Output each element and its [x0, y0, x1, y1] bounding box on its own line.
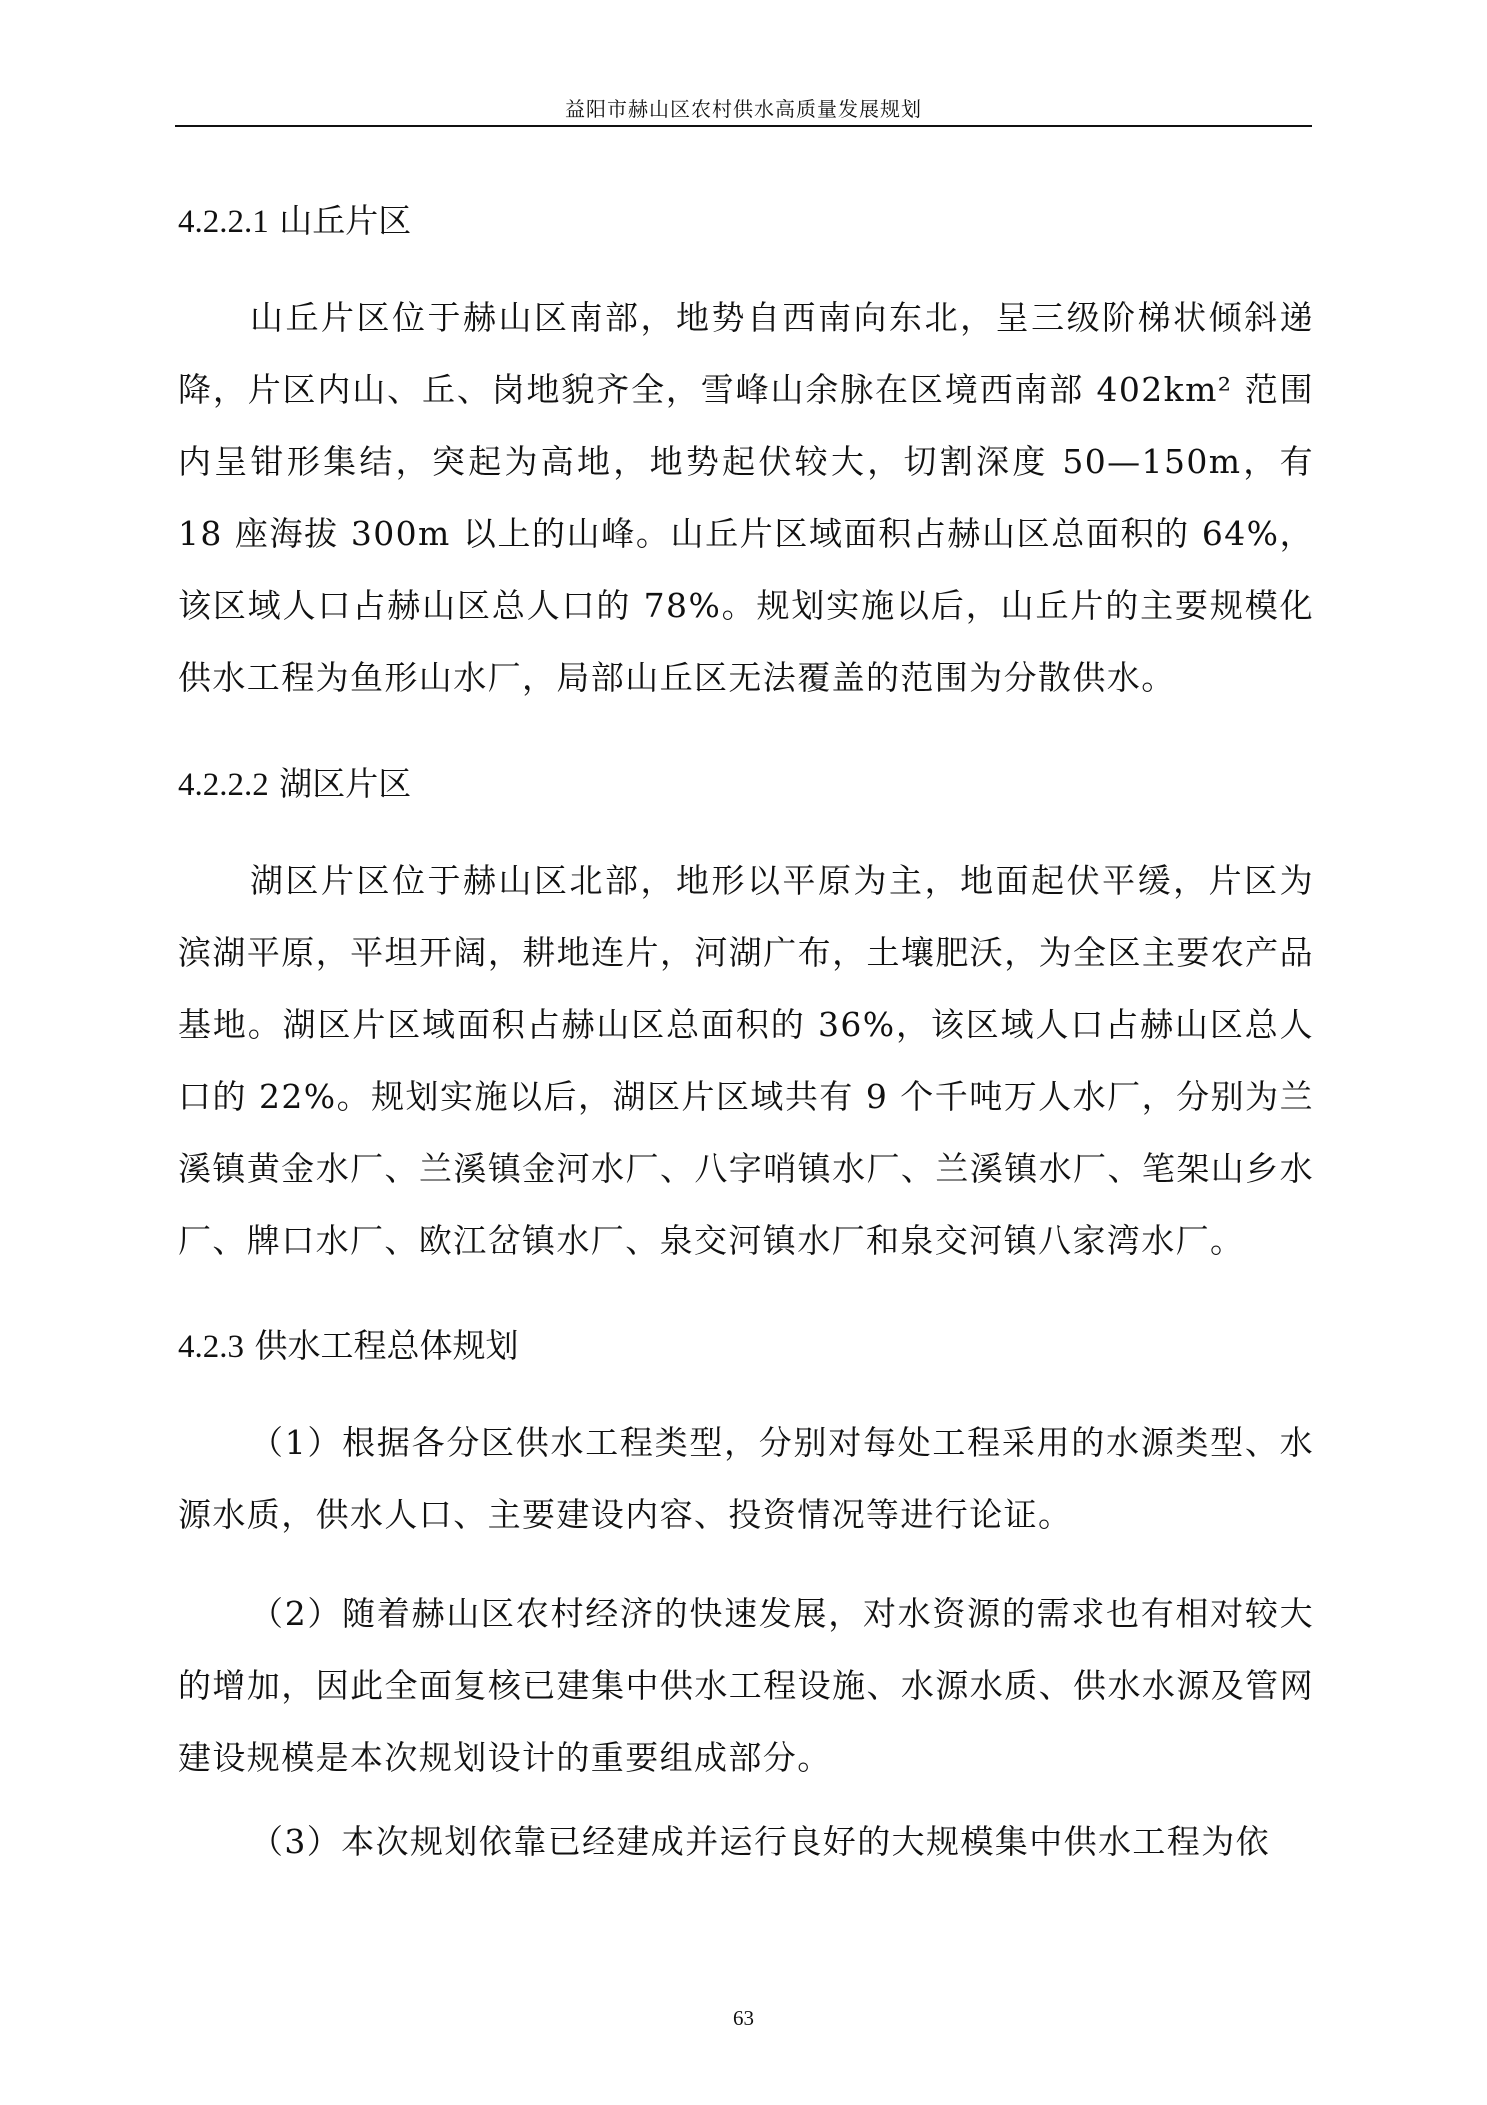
list-item-3: （3）本次规划依靠已经建成并运行良好的大规模集中供水工程为依 — [250, 1822, 1270, 1861]
header-divider — [175, 125, 1312, 127]
paragraph-hill-area: 山丘片区位于赫山区南部，地势自西南向东北，呈三级阶梯状倾斜递降，片区内山、丘、岗地貌齐全，雪峰山余脉在区境西南部 402km² 范围内呈钳形集结，突起为高地，地势起伏较大，切割深度 50—150m，有 18 座海拔 300m 以上的山峰。山丘片区域面积占赫山区总面积的 64%，该区域人口占赫山区总人口的 78%。规划实施以后，山丘片的主要规模化供水工程为鱼形山水厂，局部山丘区无法覆盖的范围为分散供水。 — [178, 298, 1314, 697]
section-title: 供水工程总体规划 — [254, 1326, 519, 1365]
list-item-1: （1）根据各分区供水工程类型，分别对每处工程采用的水源类型、水源水质，供水人口、主要建设内容、投资情况等进行论证。 — [178, 1423, 1314, 1534]
section-number: 4.2.3 — [178, 1329, 244, 1365]
section-title: 湖区片区 — [279, 764, 412, 803]
section-title: 山丘片区 — [279, 201, 412, 240]
section-heading-4-2-2-2 — [178, 758, 411, 805]
section-heading-4-2-3 — [178, 1320, 519, 1367]
section-heading-4-2-2-1 — [178, 195, 411, 242]
page-number: 63 — [733, 2006, 754, 2030]
section-number: 4.2.2.2 — [178, 767, 269, 803]
section-number: 4.2.2.1 — [178, 204, 269, 240]
running-header: 益阳市赫山区农村供水高质量发展规划 — [565, 97, 922, 121]
paragraph-lake-area: 湖区片区位于赫山区北部，地形以平原为主，地面起伏平缓，片区为滨湖平原，平坦开阔，耕地连片，河湖广布，土壤肥沃，为全区主要农产品基地。湖区片区域面积占赫山区总面积的 36%，该区域人口占赫山区总人口的 22%。规划实施以后，湖区片区域共有 9 个千吨万人水厂，分别为兰溪镇黄金水厂、兰溪镇金河水厂、八字哨镇水厂、兰溪镇水厂、笔架山乡水厂、牌口水厂、欧江岔镇水厂、泉交河镇水厂和泉交河镇八家湾水厂。 — [178, 861, 1314, 1260]
list-item-2: （2）随着赫山区农村经济的快速发展，对水资源的需求也有相对较大的增加，因此全面复核已建集中供水工程设施、水源水质、供水水源及管网建设规模是本次规划设计的重要组成部分。 — [178, 1594, 1314, 1777]
